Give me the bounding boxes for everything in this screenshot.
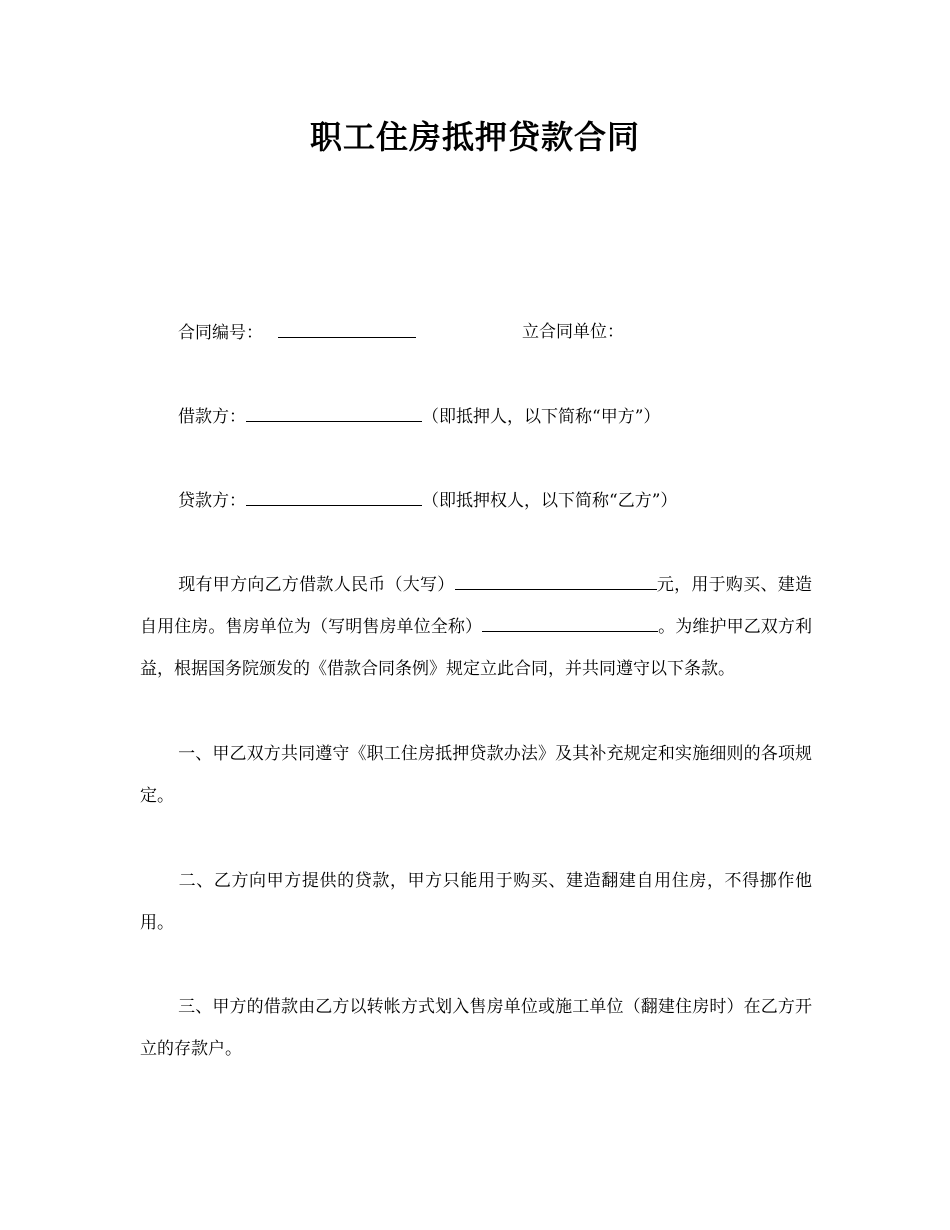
lender-row [178, 488, 677, 513]
intro-text-2: 元，用于购买、建造自用住房。售房单位为（写明售房单位全称） [140, 575, 813, 637]
clause-1-text: 一、甲乙双方共同遵守《职工住房抵押贷款办法》及其补充规定和实施细则的各项规定。 [140, 744, 812, 806]
lender-note: （即抵押权人，以下简称“乙方”） [422, 491, 678, 511]
borrower-row [178, 404, 660, 429]
borrower-label: 借款方： [178, 407, 246, 427]
borrower-note: （即抵押人，以下简称“甲方”） [422, 407, 661, 427]
intro-text-3: 。为维护甲乙双方利益，根据国务院颁发的《借款合同条例》规定立此合同，并共同遵守以下条款。 [140, 617, 813, 679]
clause-2-text: 二、乙方向甲方提供的贷款，甲方只能用于购买、建造翻建自用住房，不得挪作他用。 [140, 871, 812, 933]
lender-blank [246, 488, 422, 506]
clause-1 [140, 733, 812, 817]
seller-name-blank [482, 614, 658, 632]
lender-label: 贷款方： [178, 491, 246, 511]
intro-text-1: 现有甲方向乙方借款人民币（大写） [178, 575, 455, 595]
clause-2 [140, 860, 812, 944]
contract-number-blank [278, 320, 416, 338]
clause-3-text: 三、甲方的借款由乙方以转帐方式划入售房单位或施工单位（翻建住房时）在乙方开立的存款户。 [140, 997, 812, 1059]
borrower-blank [246, 404, 422, 422]
clause-3 [140, 986, 812, 1070]
contract-number-label: 合同编号： [178, 323, 263, 343]
contract-unit-label: 立合同单位： [522, 322, 624, 342]
document-title: 职工住房抵押贷款合同 [309, 118, 640, 156]
intro-paragraph [140, 564, 812, 690]
contract-unit-row [522, 320, 624, 344]
loan-amount-blank [455, 572, 657, 590]
contract-number-row [178, 320, 416, 345]
